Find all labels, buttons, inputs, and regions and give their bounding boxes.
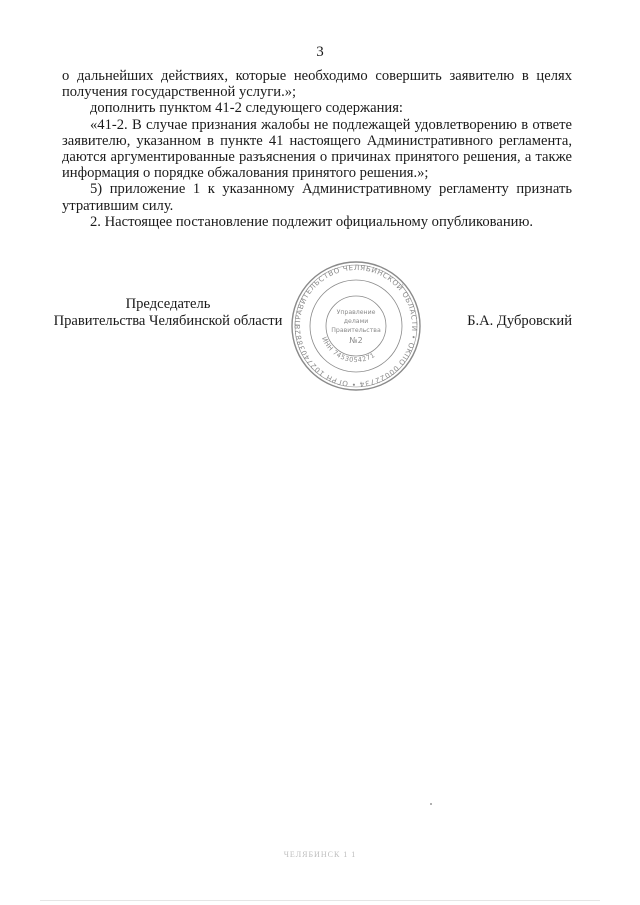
scan-artifact bbox=[430, 803, 432, 805]
paragraph-continuation: о дальнейших действиях, которые необходимо совершить заявителю в целях получения государственной услуги.»; bbox=[62, 68, 572, 101]
document-body bbox=[62, 68, 572, 230]
seal-center-line3: Правительства bbox=[331, 327, 381, 334]
signer-title-line1: Председатель bbox=[125, 296, 211, 312]
official-seal-stamp bbox=[288, 258, 424, 394]
signer-name: Б.А. Дубровский bbox=[467, 313, 572, 329]
seal-graphic bbox=[288, 258, 424, 394]
seal-inner-text: ИНН 7453054271 bbox=[320, 335, 377, 365]
paragraph-amendment-intro: дополнить пунктом 41-2 следующего содержания: bbox=[90, 100, 403, 117]
page-number: 3 bbox=[316, 44, 324, 60]
signer-title-line2: Правительства Челябинской области bbox=[53, 313, 283, 329]
seal-outer-text: ПРАВИТЕЛЬСТВО ЧЕЛЯБИНСКОЙ ОБЛАСТИ • ОКПО 00022734 • ОГРН 10274038828 bbox=[292, 262, 420, 390]
scan-bottom-edge bbox=[40, 900, 600, 901]
paragraph-publication: 2. Настоящее постановление подлежит официальному опубликованию. bbox=[90, 213, 534, 230]
seal-center-line4: №2 bbox=[349, 336, 363, 345]
footer-faint-text: ЧЕЛЯБИНСК 1 1 bbox=[283, 850, 357, 859]
seal-center-line1: Управление bbox=[336, 309, 376, 316]
seal-center-line2: делами bbox=[343, 318, 369, 325]
paragraph-appendix-repeal: 5) приложение 1 к указанному Административному регламенту признать утратившим силу. bbox=[62, 181, 572, 214]
paragraph-point-41-2: «41-2. В случае признания жалобы не подлежащей удовлетворению в ответе заявителю, указанном в пункте 41 настоящего Административного регламента, даются аргументированные разъяснения о причинах принятого решения, а также информация о порядке обжалования принятого решения.»; bbox=[62, 116, 572, 182]
signer-title bbox=[48, 296, 288, 330]
